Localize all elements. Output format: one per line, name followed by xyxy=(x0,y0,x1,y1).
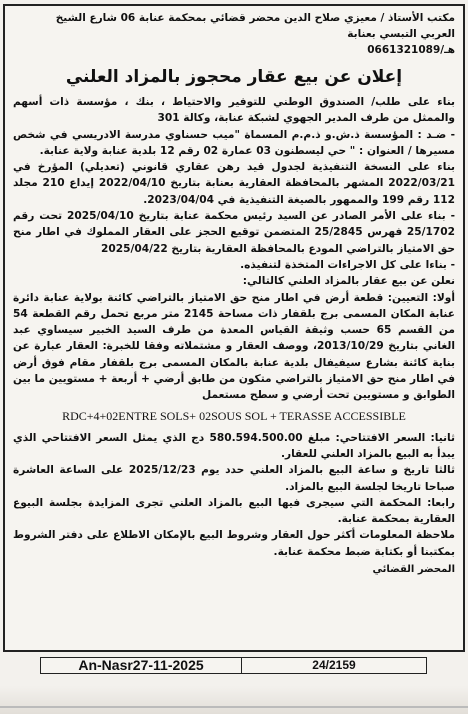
sale-date-paragraph: ثالثا تاريخ و ساعة البيع بالمزاد العلني حدد يوم 2025/12/23 على الساعة العاشرة صباحا تاريخا لجلسة البيع بالمزاد. xyxy=(13,464,455,493)
signature: المحضر القضائي xyxy=(372,564,455,576)
defendant-paragraph: - ضـد : المؤسسة ذ.ش.و ذ.م.م المسماة "ميب حسناوي مدرسة الادريسي في شخص مسيرها / العنوان : " حي ليسطنون 03 عمارة 02 رقم 12 بلدية عنابة ولاية عنابة. xyxy=(13,128,455,157)
bailiff-office-header xyxy=(13,10,455,58)
notice-body xyxy=(13,94,455,560)
publication-footer xyxy=(40,657,427,674)
petitioner-paragraph: بناء على طلب/ الصندوق الوطني للتوفير والاحتياط ، بنك ، مؤسسة ذات أسهم والممثل من طرف المدير الجهوي لشبكة عنابة، وكالة 301 xyxy=(13,96,455,125)
publication-date: An-Nasr27-11-2025 xyxy=(41,658,242,673)
note-paragraph: ملاحظة المعلومات أكثر حول العقار وشروط البيع بالإمكان الاطلاع على دفتر الشروط بمكتبنا أو بكتابة ضبط محكمة عنابة. xyxy=(13,529,455,558)
court-paragraph: رابعا: المحكمة التي سيجرى فيها البيع بالمزاد العلني تجرى المزايدة بجلسة البيوع العقارية بمحكمة عنابة. xyxy=(13,496,455,526)
notice-title: إعلان عن بيع عقار محجوز بالمزاد العلني xyxy=(65,67,403,87)
property-description-paragraph: أولا: التعيين: قطعة أرض في اطار منح حق الامتياز بالتراضي كائنة بولاية عنابة دائرة عنابة المكان المسمى برج بلقفار ذات مساحة 2145 متر مربع تحمل رقم القطعة 54 من القسم 65 حسب وثيقة القياس المعدة من طرف السيد الخبير سيساوي عبد الغاني بتاريخ 2013/10/29، ووصف العقار و مشتملاته وفقا للخبرة: العقار عبارة عن بناية كائنة بشارع سيفيفال بلدية عنابة بالمكان المسمى برج بلقفار مقام فوق أرض في اطار منح حق الامتياز بالتراضي متكون من طابق أرضي + أربعة + مستويين ما بين الطوابق و مستويين تحت أرضي و سطح مستعمل xyxy=(13,291,455,402)
notice-reference: 24/2159 xyxy=(312,658,356,672)
office-address-line-2: العربي التبسي بعنابة xyxy=(347,28,455,40)
auction-notice xyxy=(3,4,465,652)
page-bottom-margin xyxy=(0,686,468,714)
office-address-line: مكتب الأستاذ / معيزي صلاح الدين محضر قضائي بمحكمة عنابة 06 شارع الشيخ xyxy=(55,12,455,24)
mortgage-paragraph: بناء على النسخة التنفيذية لجدول قيد رهن عقاري قانوني (تعديلي) المؤرخ في 2022/03/21 المشهر بالمحافظة العقارية بعنابة بتاريخ 2022/04/10 إيداع 210 مجلد 112 رقم 199 والممهور بالصيغة التنفيذية في 2023/04/04. xyxy=(13,161,455,206)
office-phone: هـ/0661321089 xyxy=(367,44,455,56)
page-divider xyxy=(0,706,468,708)
building-levels-text: RDC+4+02ENTRE SOLS+ 02SOUS SOL + TERASSE ACCESSIBLE xyxy=(62,408,406,423)
starting-price-paragraph: ثانيا: السعر الافتتاحي: مبلغ 580.594.500.00 دج الذي يمثل السعر الافتتاحي الذي يبدأ به البيع بالمزاد العلني للعقار. xyxy=(13,431,455,460)
court-order-paragraph: - بناء على الأمر الصادر عن السيد رئيس محكمة عنابة بتاريخ 2025/04/10 تحت رقم 25/1702 فهرس 25/2845 المتضمن توقيع الحجز على العقار المملوك في اطار منح حق الامتياز بالتراضي المودع بالمحافظة العقارية بتاريخ 2025/04/22 xyxy=(13,210,456,255)
procedures-paragraph: - بناءا على كل الاجراءات المتخذة لتنفيذه. xyxy=(240,258,455,271)
announcement-paragraph: نعلن عن بيع عقار بالمزاد العلني كالتالي: xyxy=(242,275,455,288)
